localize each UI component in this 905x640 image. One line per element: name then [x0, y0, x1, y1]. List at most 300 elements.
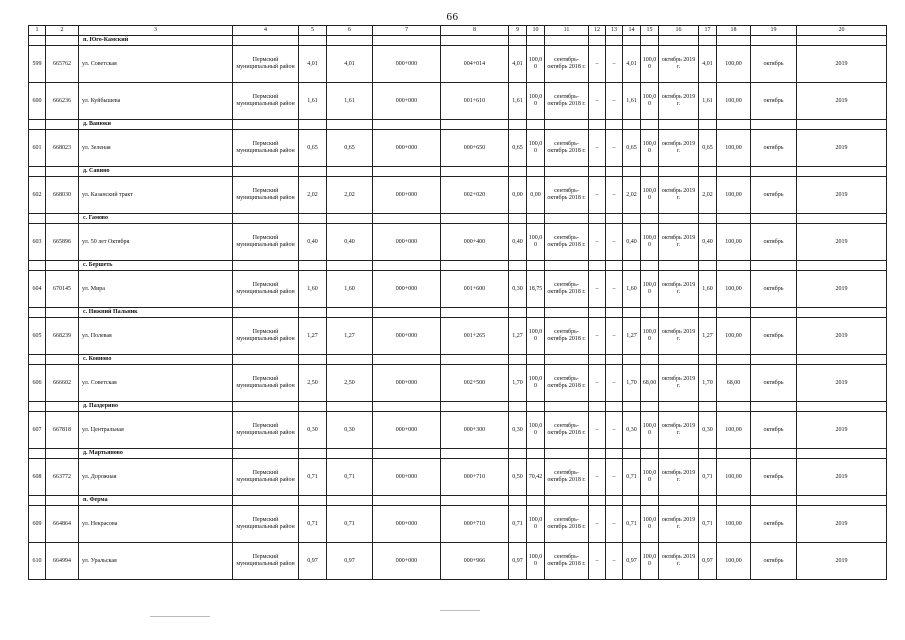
empty-cell: [527, 167, 545, 177]
percent-2019: 100,00: [641, 46, 659, 83]
length-total: 4,01: [299, 46, 327, 83]
percent-final: 100,00: [717, 459, 751, 496]
district-name: Пермский муниципальный район: [233, 83, 299, 120]
column-number: 8: [441, 26, 509, 36]
percent-2018: 100,00: [527, 506, 545, 543]
percent-final: 100,00: [717, 46, 751, 83]
length-repaired-2018: 0,65: [509, 130, 527, 167]
length-final: 2,02: [699, 177, 717, 214]
empty-cell: [373, 496, 441, 506]
length-final: 4,01: [699, 46, 717, 83]
column-number: 10: [527, 26, 545, 36]
empty-cell: [509, 167, 527, 177]
empty-cell: [659, 449, 699, 459]
start-km: 000+000: [373, 224, 441, 261]
empty-cell: [299, 355, 327, 365]
length-repaired-2018: 0,30: [509, 271, 527, 308]
empty-cell: [509, 355, 527, 365]
location-name: с. Бершеть: [79, 261, 233, 271]
empty-cell: [233, 355, 299, 365]
empty-cell: [589, 261, 606, 271]
empty-cell: [29, 402, 46, 412]
empty-cell: [46, 214, 79, 224]
length-total: 0,97: [299, 543, 327, 580]
street-name: ул. Советская: [79, 365, 233, 402]
empty-cell: [509, 402, 527, 412]
row-number: 608: [29, 459, 46, 496]
empty-cell: [233, 120, 299, 130]
month-final: октябрь: [751, 506, 797, 543]
empty-cell: [509, 214, 527, 224]
empty-cell: [606, 355, 623, 365]
empty-cell: [441, 402, 509, 412]
empty-cell: [46, 402, 79, 412]
month-final: октябрь: [751, 130, 797, 167]
empty-cell: [797, 214, 887, 224]
empty-cell: [659, 214, 699, 224]
col-13: –: [606, 318, 623, 355]
period-2018: сентябрь-октябрь 2018 г.: [545, 318, 589, 355]
empty-cell: [717, 308, 751, 318]
length-final: 1,70: [699, 365, 717, 402]
empty-cell: [327, 167, 373, 177]
road-id: 666602: [46, 365, 79, 402]
empty-cell: [751, 355, 797, 365]
table-row: [29, 271, 887, 308]
empty-cell: [441, 167, 509, 177]
col-12: –: [589, 130, 606, 167]
empty-cell: [233, 402, 299, 412]
length-final: 1,61: [699, 83, 717, 120]
table-row: [29, 46, 887, 83]
empty-cell: [589, 496, 606, 506]
length-final: 0,97: [699, 543, 717, 580]
month-final: октябрь: [751, 271, 797, 308]
empty-cell: [527, 402, 545, 412]
percent-final: 100,00: [717, 506, 751, 543]
col-12: –: [589, 543, 606, 580]
length-local: 2,50: [327, 365, 373, 402]
row-number: 606: [29, 365, 46, 402]
length-local: 0,30: [327, 412, 373, 449]
empty-cell: [527, 36, 545, 46]
end-km: 000+710: [441, 459, 509, 496]
length-final: 0,71: [699, 459, 717, 496]
percent-final: 100,00: [717, 318, 751, 355]
empty-cell: [327, 214, 373, 224]
table-row: [29, 543, 887, 580]
empty-cell: [797, 496, 887, 506]
column-number: 7: [373, 26, 441, 36]
end-km: 002+020: [441, 177, 509, 214]
col-12: –: [589, 365, 606, 402]
empty-cell: [659, 120, 699, 130]
road-register-table: [28, 25, 887, 580]
percent-2018: 100,00: [527, 318, 545, 355]
column-number: 2: [46, 26, 79, 36]
length-2019: 0,30: [623, 412, 641, 449]
empty-cell: [299, 167, 327, 177]
street-name: ул. Дорожная: [79, 459, 233, 496]
length-local: 1,27: [327, 318, 373, 355]
empty-cell: [373, 214, 441, 224]
percent-final: 100,00: [717, 224, 751, 261]
district-name: Пермский муниципальный район: [233, 224, 299, 261]
percent-2018: 0,00: [527, 177, 545, 214]
month-final: октябрь: [751, 543, 797, 580]
month-final: октябрь: [751, 224, 797, 261]
empty-cell: [641, 167, 659, 177]
district-name: Пермский муниципальный район: [233, 412, 299, 449]
district-name: Пермский муниципальный район: [233, 271, 299, 308]
column-number: 9: [509, 26, 527, 36]
empty-cell: [659, 355, 699, 365]
empty-cell: [659, 167, 699, 177]
period-2018: сентябрь-октябрь 2018 г.: [545, 177, 589, 214]
year-final: 2019: [797, 543, 887, 580]
empty-cell: [545, 496, 589, 506]
length-local: 2,02: [327, 177, 373, 214]
empty-cell: [233, 261, 299, 271]
length-local: 1,61: [327, 83, 373, 120]
empty-cell: [606, 308, 623, 318]
period-2018: сентябрь-октябрь 2018 г.: [545, 506, 589, 543]
road-id: 663772: [46, 459, 79, 496]
location-name: п. Юго-Камский: [79, 36, 233, 46]
empty-cell: [29, 167, 46, 177]
location-row: [29, 214, 887, 224]
empty-cell: [751, 402, 797, 412]
percent-2019: 100,00: [641, 412, 659, 449]
pencil-stroke: [150, 616, 210, 617]
period-2018: сентябрь-октябрь 2018 г.: [545, 543, 589, 580]
district-name: Пермский муниципальный район: [233, 459, 299, 496]
empty-cell: [659, 402, 699, 412]
empty-cell: [589, 449, 606, 459]
percent-final: 100,00: [717, 83, 751, 120]
empty-cell: [327, 120, 373, 130]
table-row: [29, 130, 887, 167]
end-km: 001+265: [441, 318, 509, 355]
empty-cell: [441, 214, 509, 224]
start-km: 000+000: [373, 543, 441, 580]
length-repaired-2018: 1,70: [509, 365, 527, 402]
empty-cell: [299, 36, 327, 46]
length-total: 0,71: [299, 459, 327, 496]
period-2019: октябрь 2019 г.: [659, 506, 699, 543]
location-row: [29, 402, 887, 412]
column-number: 18: [717, 26, 751, 36]
length-local: 0,40: [327, 224, 373, 261]
column-number: 14: [623, 26, 641, 36]
year-final: 2019: [797, 130, 887, 167]
length-final: 0,40: [699, 224, 717, 261]
col-12: –: [589, 83, 606, 120]
length-total: 0,65: [299, 130, 327, 167]
empty-cell: [589, 355, 606, 365]
col-12: –: [589, 271, 606, 308]
empty-cell: [327, 308, 373, 318]
empty-cell: [29, 261, 46, 271]
period-2019: октябрь 2019 г.: [659, 412, 699, 449]
empty-cell: [699, 308, 717, 318]
empty-cell: [623, 261, 641, 271]
empty-cell: [527, 496, 545, 506]
empty-cell: [641, 402, 659, 412]
percent-final: 100,00: [717, 543, 751, 580]
length-total: 0,71: [299, 506, 327, 543]
period-2019: октябрь 2019 г.: [659, 130, 699, 167]
col-13: –: [606, 543, 623, 580]
empty-cell: [717, 496, 751, 506]
percent-2019: 100,00: [641, 459, 659, 496]
month-final: октябрь: [751, 459, 797, 496]
empty-cell: [299, 308, 327, 318]
empty-cell: [699, 496, 717, 506]
end-km: 000+300: [441, 412, 509, 449]
empty-cell: [545, 120, 589, 130]
empty-cell: [545, 355, 589, 365]
empty-cell: [299, 120, 327, 130]
empty-cell: [699, 449, 717, 459]
period-2019: октябрь 2019 г.: [659, 271, 699, 308]
month-final: октябрь: [751, 46, 797, 83]
empty-cell: [699, 402, 717, 412]
empty-cell: [641, 449, 659, 459]
empty-cell: [299, 496, 327, 506]
percent-2019: 100,00: [641, 506, 659, 543]
empty-cell: [641, 496, 659, 506]
location-name: с. Гамово: [79, 214, 233, 224]
empty-cell: [717, 402, 751, 412]
column-number: 16: [659, 26, 699, 36]
street-name: ул. Уральская: [79, 543, 233, 580]
length-2019: 1,27: [623, 318, 641, 355]
length-final: 1,60: [699, 271, 717, 308]
empty-cell: [797, 402, 887, 412]
empty-cell: [797, 36, 887, 46]
end-km: 001+600: [441, 271, 509, 308]
empty-cell: [509, 261, 527, 271]
length-2019: 1,70: [623, 365, 641, 402]
empty-cell: [659, 36, 699, 46]
table-row: [29, 365, 887, 402]
column-number: 6: [327, 26, 373, 36]
percent-2019: 68,00: [641, 365, 659, 402]
empty-cell: [373, 355, 441, 365]
col-13: –: [606, 459, 623, 496]
col-13: –: [606, 365, 623, 402]
empty-cell: [545, 261, 589, 271]
empty-cell: [441, 449, 509, 459]
row-number: 603: [29, 224, 46, 261]
col-13: –: [606, 130, 623, 167]
empty-cell: [29, 214, 46, 224]
start-km: 000+000: [373, 459, 441, 496]
district-name: Пермский муниципальный район: [233, 177, 299, 214]
empty-cell: [751, 308, 797, 318]
empty-cell: [29, 496, 46, 506]
street-name: ул. Мира: [79, 271, 233, 308]
location-row: [29, 36, 887, 46]
empty-cell: [509, 496, 527, 506]
street-name: ул. Зеленая: [79, 130, 233, 167]
length-repaired-2018: 0,71: [509, 506, 527, 543]
year-final: 2019: [797, 459, 887, 496]
empty-cell: [327, 496, 373, 506]
road-id: 665762: [46, 46, 79, 83]
length-total: 1,61: [299, 83, 327, 120]
length-repaired-2018: 0,00: [509, 177, 527, 214]
road-id: 668239: [46, 318, 79, 355]
length-local: 0,71: [327, 506, 373, 543]
row-number: 599: [29, 46, 46, 83]
period-2019: октябрь 2019 г.: [659, 46, 699, 83]
location-name: с. Кояново: [79, 355, 233, 365]
year-final: 2019: [797, 412, 887, 449]
street-name: ул. Полевая: [79, 318, 233, 355]
empty-cell: [373, 120, 441, 130]
location-row: [29, 261, 887, 271]
empty-cell: [299, 402, 327, 412]
end-km: 000+650: [441, 130, 509, 167]
col-13: –: [606, 271, 623, 308]
empty-cell: [545, 449, 589, 459]
length-local: 1,60: [327, 271, 373, 308]
empty-cell: [751, 214, 797, 224]
empty-cell: [233, 496, 299, 506]
empty-cell: [623, 402, 641, 412]
road-id: 668030: [46, 177, 79, 214]
length-local: 0,65: [327, 130, 373, 167]
street-name: ул. Некрасова: [79, 506, 233, 543]
period-2018: сентябрь-октябрь 2018 г.: [545, 271, 589, 308]
row-number: 610: [29, 543, 46, 580]
empty-cell: [46, 355, 79, 365]
column-number: 17: [699, 26, 717, 36]
empty-cell: [527, 214, 545, 224]
location-name: д. Ванюки: [79, 120, 233, 130]
month-final: октябрь: [751, 318, 797, 355]
col-12: –: [589, 412, 606, 449]
percent-2018: 100,00: [527, 543, 545, 580]
road-id: 668023: [46, 130, 79, 167]
road-id: 665896: [46, 224, 79, 261]
period-2019: октябрь 2019 г.: [659, 543, 699, 580]
empty-cell: [717, 36, 751, 46]
empty-cell: [717, 214, 751, 224]
street-name: ул. Центральная: [79, 412, 233, 449]
empty-cell: [797, 355, 887, 365]
empty-cell: [509, 120, 527, 130]
empty-cell: [606, 214, 623, 224]
length-2019: 0,71: [623, 506, 641, 543]
location-row: [29, 120, 887, 130]
empty-cell: [751, 36, 797, 46]
street-name: ул. Советская: [79, 46, 233, 83]
length-total: 0,30: [299, 412, 327, 449]
period-2019: октябрь 2019 г.: [659, 83, 699, 120]
year-final: 2019: [797, 318, 887, 355]
length-total: 0,40: [299, 224, 327, 261]
empty-cell: [641, 355, 659, 365]
period-2018: сентябрь-октябрь 2018 г.: [545, 412, 589, 449]
column-number: 4: [233, 26, 299, 36]
empty-cell: [699, 214, 717, 224]
empty-cell: [527, 120, 545, 130]
length-total: 2,50: [299, 365, 327, 402]
empty-cell: [327, 402, 373, 412]
empty-cell: [751, 496, 797, 506]
road-id: 670145: [46, 271, 79, 308]
empty-cell: [509, 449, 527, 459]
district-name: Пермский муниципальный район: [233, 506, 299, 543]
row-number: 609: [29, 506, 46, 543]
empty-cell: [623, 167, 641, 177]
pencil-stroke: [440, 610, 480, 611]
empty-cell: [717, 120, 751, 130]
empty-cell: [441, 36, 509, 46]
length-repaired-2018: 0,30: [509, 412, 527, 449]
column-number: 11: [545, 26, 589, 36]
empty-cell: [327, 36, 373, 46]
percent-2018: 100,00: [527, 83, 545, 120]
empty-cell: [527, 261, 545, 271]
empty-cell: [46, 496, 79, 506]
empty-cell: [509, 36, 527, 46]
period-2019: октябрь 2019 г.: [659, 459, 699, 496]
end-km: 001+610: [441, 83, 509, 120]
length-repaired-2018: 1,61: [509, 83, 527, 120]
length-2019: 0,71: [623, 459, 641, 496]
location-row: [29, 449, 887, 459]
col-12: –: [589, 224, 606, 261]
empty-cell: [233, 167, 299, 177]
table-row: [29, 412, 887, 449]
length-local: 0,97: [327, 543, 373, 580]
length-local: 4,01: [327, 46, 373, 83]
length-repaired-2018: 0,97: [509, 543, 527, 580]
empty-cell: [46, 120, 79, 130]
period-2018: сентябрь-октябрь 2018 г.: [545, 459, 589, 496]
row-number: 607: [29, 412, 46, 449]
empty-cell: [46, 167, 79, 177]
empty-cell: [233, 308, 299, 318]
empty-cell: [29, 120, 46, 130]
empty-cell: [797, 261, 887, 271]
month-final: октябрь: [751, 177, 797, 214]
empty-cell: [589, 214, 606, 224]
percent-2019: 100,00: [641, 318, 659, 355]
empty-cell: [441, 355, 509, 365]
period-2018: сентябрь-октябрь 2018 г.: [545, 224, 589, 261]
location-name: с. Нижний Пальник: [79, 308, 233, 318]
district-name: Пермский муниципальный район: [233, 46, 299, 83]
percent-2018: 100,00: [527, 412, 545, 449]
col-13: –: [606, 506, 623, 543]
start-km: 000+000: [373, 506, 441, 543]
empty-cell: [641, 261, 659, 271]
col-12: –: [589, 177, 606, 214]
period-2019: октябрь 2019 г.: [659, 224, 699, 261]
length-total: 2,02: [299, 177, 327, 214]
empty-cell: [659, 308, 699, 318]
table-row: [29, 177, 887, 214]
column-number: 13: [606, 26, 623, 36]
empty-cell: [606, 167, 623, 177]
column-number-row: [29, 26, 887, 36]
length-total: 1,60: [299, 271, 327, 308]
